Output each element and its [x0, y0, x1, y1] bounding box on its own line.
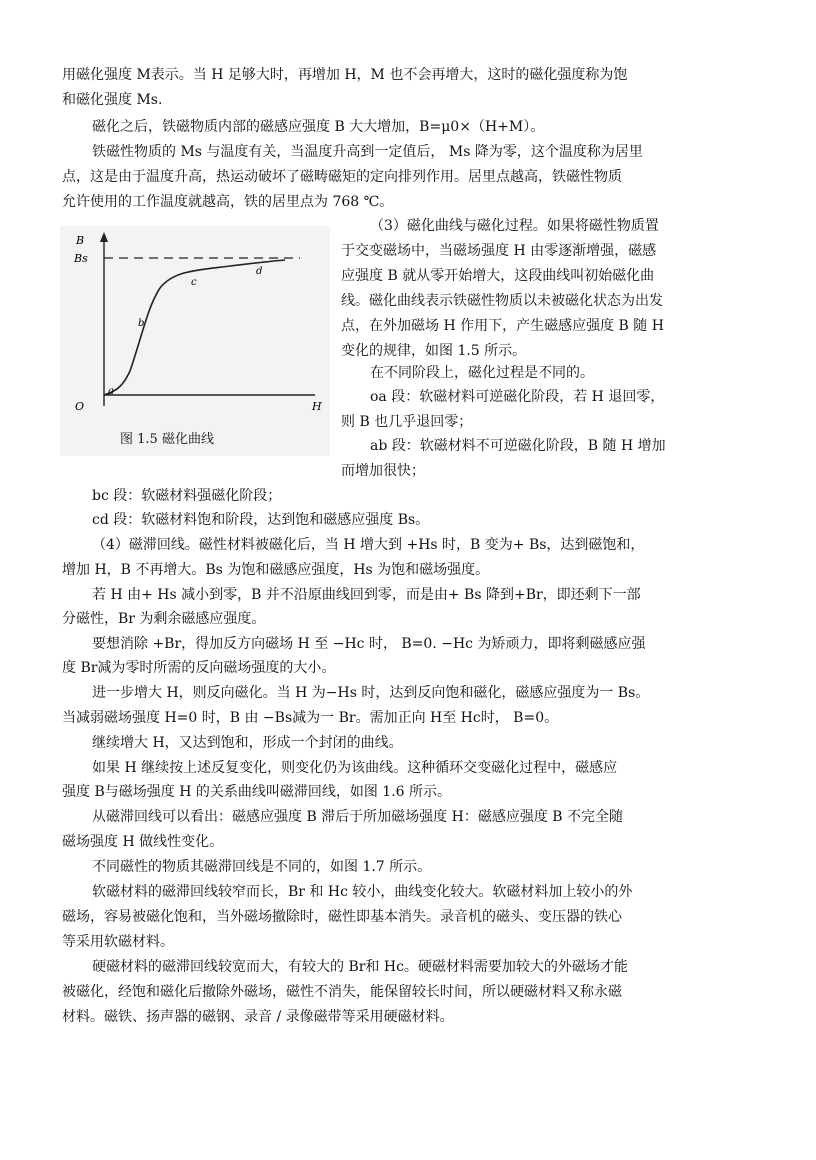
paragraph-line: 点，这是由于温度升高，热运动破坏了磁畴磁矩的定向排列作用。居里点越高，铁磁性物质: [62, 169, 622, 185]
paragraph-line: 当减弱磁场强度 H=0 时，B 由 −Bs减为一 Br。需加正向 H至 Hc时， B=0。: [62, 710, 559, 726]
paragraph-line: 强度 B与磁场强度 H 的关系曲线叫磁滞回线，如图 1.6 所示。: [62, 784, 452, 800]
paragraph-line: bc 段：软磁材料强磁化阶段；: [92, 488, 282, 504]
label-point-d: d: [256, 266, 263, 277]
label-bs: Bs: [74, 252, 88, 265]
paragraph-line: 增加 H，B 不再增大。Bs 为饱和磁感应强度，Hs 为饱和磁场强度。: [62, 562, 490, 578]
paragraph-line: 不同磁性的物质其磁滞回线是不同的，如图 1.7 所示。: [92, 859, 432, 875]
paragraph-line: 磁场，容易被磁化饱和，当外磁场撤除时，磁性即基本消失。录音机的磁头、变压器的铁心: [62, 909, 622, 925]
paragraph-line: 变化的规律，如图 1.5 所示。: [341, 343, 527, 359]
label-h: H: [312, 400, 322, 413]
paragraph-line: 而增加很快；: [341, 463, 425, 479]
figure-caption: 图 1.5 磁化曲线: [120, 432, 214, 447]
paragraph-line: 如果 H 继续按上述反复变化，则变化仍为该曲线。这种循环交变磁化过程中，磁感应: [92, 760, 618, 776]
paragraph-line: 于交变磁场中，当磁场强度 H 由零逐渐增强，磁感: [341, 243, 657, 259]
paragraph-line: oa 段：软磁材料可逆磁化阶段，若 H 退回零，: [370, 389, 665, 405]
paragraph-line: 软磁材料的磁滞回线较窄而长，Br 和 Hc 较小，曲线变化较大。软磁材料加上较小的外: [92, 884, 633, 900]
label-point-b: b: [138, 318, 145, 329]
paragraph-line: 要想消除 +Br，得加反方向磁场 H 至 −Hc 时， B=0. −Hc 为矫顽力，即将剩磁感应强: [92, 636, 646, 652]
paragraph-line: 材料。磁铁、扬声器的磁钢、录音 / 录像磁带等采用硬磁材料。: [62, 1009, 454, 1025]
paragraph-line: 磁场强度 H 做线性变化。: [62, 834, 224, 850]
paragraph-line: 铁磁性物质的 Ms 与温度有关，当温度升高到一定值后， Ms 降为零，这个温度称为居里: [92, 144, 643, 160]
paragraph-line: 允许使用的工作温度就越高，铁的居里点为 768 ℃。: [62, 194, 394, 210]
paragraph-line: 进一步增大 H，则反向磁化。当 H 为−Hs 时，达到反向饱和磁化，磁感应强度为一 Bs。: [92, 685, 650, 701]
paragraph-line: 若 H 由+ Hs 减小到零，B 并不沿原曲线回到零，而是由+ Bs 降到+Br，即还剩下一部: [92, 587, 641, 603]
paragraph-line: 分磁性，Br 为剩余磁感应强度。: [62, 611, 266, 627]
paragraph-line: 用磁化强度 M表示。当 H 足够大时，再增加 H，M 也不会再增大，这时的磁化强度称为饱: [62, 67, 628, 83]
label-b: B: [76, 234, 85, 247]
paragraph-line: ab 段：软磁材料不可逆磁化阶段，B 随 H 增加: [370, 438, 666, 454]
paragraph-line: （4）磁滞回线。磁性材料被磁化后，当 H 增大到 +Hs 时，B 变为+ Bs，达到磁饱和，: [92, 537, 645, 553]
label-point-c: c: [191, 277, 197, 288]
paragraph-line: cd 段：软磁材料饱和阶段，达到饱和磁感应强度 Bs。: [92, 512, 430, 528]
paragraph-line: 在不同阶段上，磁化过程是不同的。: [370, 365, 594, 381]
paragraph-line: 则 B 也几乎退回零；: [341, 414, 473, 430]
paragraph-line: 磁化之后，铁磁物质内部的磁感应强度 B 大大增加，B=μ0×（H+M）。: [92, 119, 545, 135]
paragraph-line: 点，在外加磁场 H 作用下，产生磁感应强度 B 随 H: [341, 318, 664, 334]
paragraph-line: 应强度 B 就从零开始增大，这段曲线叫初始磁化曲: [341, 268, 655, 284]
label-point-a: a: [108, 386, 114, 397]
paragraph-line: 等采用软磁材料。: [62, 934, 174, 950]
label-origin: O: [75, 400, 85, 413]
magnetization-curve-figure: [60, 226, 330, 456]
b-axis-arrow-icon: [100, 232, 108, 242]
paragraph-line: （3）磁化曲线与磁化过程。如果将磁性物质置: [370, 218, 659, 234]
paragraph-line: 从磁滞回线可以看出：磁感应强度 B 滞后于所加磁场强度 H：磁感应强度 B 不完全随: [92, 809, 624, 825]
paragraph-line: 继续增大 H，又达到饱和，形成一个封闭的曲线。: [92, 735, 403, 751]
paragraph-line: 度 Br减为零时所需的反向磁场强度的大小。: [62, 660, 336, 676]
paragraph-line: 和磁化强度 Ms.: [62, 92, 163, 108]
magnetization-curve-diagram: [60, 226, 330, 426]
paragraph-line: 线。磁化曲线表示铁磁性物质以未被磁化状态为出发: [341, 293, 663, 309]
paragraph-line: 硬磁材料的磁滞回线较宽而大，有较大的 Br和 Hc。硬磁材料需要加较大的外磁场才能: [92, 959, 628, 975]
paragraph-line: 被磁化，经饱和磁化后撤除外磁场，磁性不消失，能保留较长时间，所以硬磁材料又称永磁: [62, 984, 622, 1000]
